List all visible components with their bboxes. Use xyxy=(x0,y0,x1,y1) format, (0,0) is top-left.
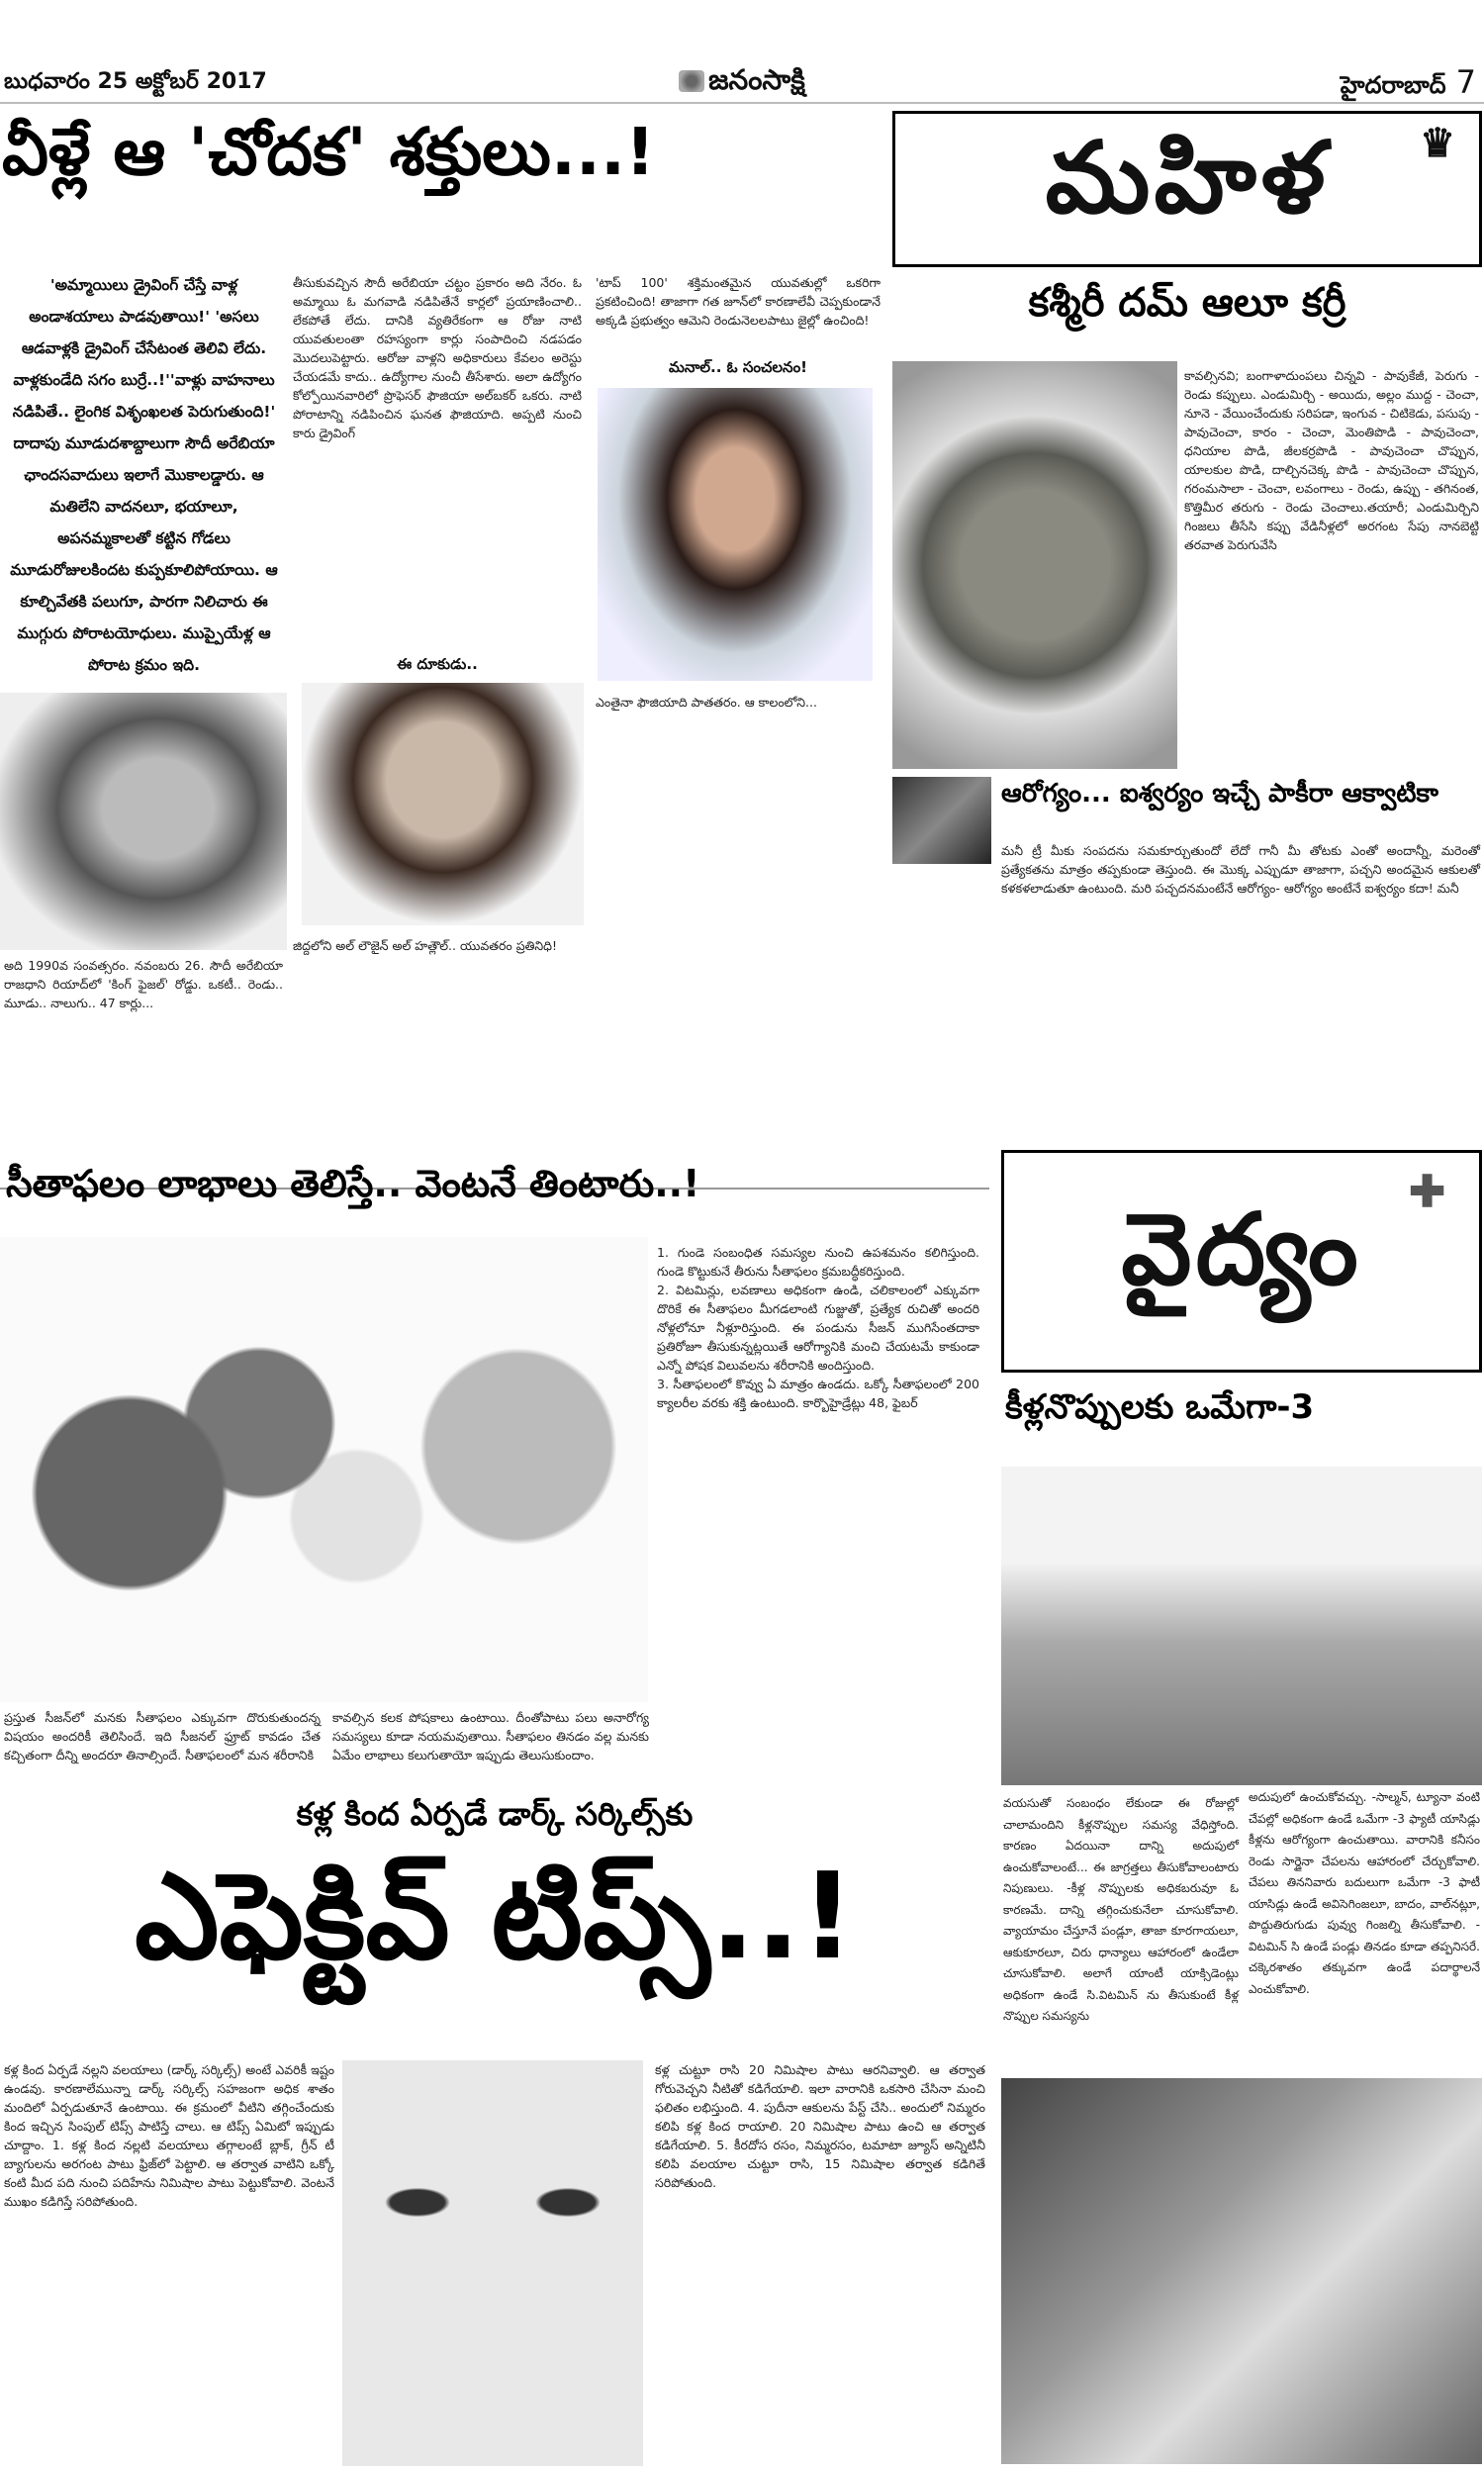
crown-icon: ♛ xyxy=(1420,120,1459,166)
driving-bottom-col2: జిద్దలోని అల్ లౌజైన్ అల్ హత్లౌల్.. యువతరం ప్రతినిధి! xyxy=(293,938,557,953)
logo-emblem-icon xyxy=(679,70,704,92)
dark-circles-kicker: కళ్ల కింద ఏర్పడే డార్క్ సర్కిల్స్‌కు xyxy=(296,1795,694,1833)
dark-circles-col1: కళ్ల కింద ఏర్పడే నల్లని వలయాలు (డార్క్ సర్కిల్స్) అంటే ఎవరికీ ఇష్టం ఉండవు. కారణాలేమున్నా డార్క్ సర్కిల్స్ సహజంగా అధిక శాతం మందిలో ఏర్పడుతూనే ఉంటాయి. ఈ క్రమంలో వీటిని తగ్గించేందుకు కింద ఇచ్చిన సింపుల్ టిప్స్ పాటిస్తే చాలు. ఆ టిప్స్ ఏమిటో ఇప్పుడు చూద్దాం. 1. కళ్ల కింద నల్లటి వలయాలు తగ్గాలంటే బ్లాక్, గ్రీన్ టీ బ్యాగులను అరగంట పాటు ఫ్రిజ్‌లో పెట్టాలి. ఆ తర్వాత వాటిని ఒక్కో కంటి మీద పది నుంచి పదిహేను నిమిషాల పాటు పెట్టుకోవాలి. వెంటనే ముఖం కడిగిస్తే సరిపోతుంది. xyxy=(4,2062,334,2209)
page-number: 7 xyxy=(1455,63,1476,101)
plant-headline: ఆరోగ్యం... ఐశ్వర్యం ఇచ్చే పాకీరా ఆక్వాటికా xyxy=(1001,779,1438,809)
photo-custard-apples xyxy=(0,1237,648,1702)
edition-city: హైదరాబాద్ 7 xyxy=(1340,63,1476,101)
dark-circles-headline: ఎఫెక్టివ్ టిప్స్..! xyxy=(135,1849,855,1986)
photo-money-tree xyxy=(892,777,991,864)
driving-intro: 'అమ్మాయిలు డ్రైవింగ్ చేస్తే వాళ్ల అండాశయాలు పాడవుతాయి!' 'అసలు ఆడవాళ్లకి డ్రైవింగ్ చేసేటంత తెలివి లేదు. వాళ్లకుండేది సగం బుర్రే..!''వాళ్లు వాహనాలు నడిపితే.. లైంగిక విశృంఖలత పెరుగుతుంది!' దాదాపు మూడుదశాబ్దాలుగా సౌదీ అరేబియా ఛాందసవాదులు ఇలాగే మొకాలడ్డారు. ఆ మతిలేని వాదనలూ, భయాలూ, అపనమ్మకాలతో కట్టిన గోడలు మూడురోజులకిందట కుప్పకూలిపోయాయి. ఆ కూల్చివేతకి పలుగూ, పారగా నిలిచారు ఈ ముగ్గురు పోరాటయోధులు. ముప్పైయేళ్ల ఆ పోరాట క్రమం ఇది. xyxy=(10,276,278,674)
driving-col3-subhead: మనాల్.. ఓ సంచలనం! xyxy=(668,358,808,376)
dark-circles-col3: కళ్ల చుట్టూ రాసి 20 నిమిషాల పాటు ఆరనివ్వాలి. ఆ తర్వాత గోరువెచ్చని నీటితో కడిగేయాలి. ఇలా వారానికి ఒకసారి చేసినా మంచి ఫలితం లభిస్తుంది. 4. పుదీనా ఆకులను పేస్ట్ చేసి.. అందులో నిమ్మరం కలిపి కళ్ల కింద రాయాలి. 20 నిమిషాల పాటు ఉంచి ఆ తర్వాత కడిగేయాలి. 5. కీరదోస రసం, నిమ్మరసం, టమాటా జ్యూస్ అన్నిటినీ కలిపి వలయాల చుట్టూ రాసి, 15 నిమిషాల తర్వాత కడిగితే సరిపోతుంది. xyxy=(655,2062,985,2190)
driving-col2: తీసుకువచ్చిన సౌదీ అరేబియా చట్టం ప్రకారం అది నేరం. ఓ అమ్మాయి ఓ మగవాడి నడిపితేనే కార్లలో ప్రయాణించాలి.. లేకపోతే లేదు. దానికి వ్యతిరేకంగా ఆ రోజు నాటి యువతులంతా రహస్యంగా కార్లు సంపాదించి నడపడం మొదలుపెట్టారు. ఆరోజు వాళ్లని అధికారులు కేవలం అరెస్టు చేయడమే కాదు.. ఉద్యోగాల నుంచీ తీసేశారు. అలా ఉద్యోగం కోల్పోయినవారిలో ప్రొఫెసర్ ఫౌజియా అల్‌బకర్ ఒకరు. నాటి పోరాటాన్ని నడిపించిన ఘనత ఫౌజియాది. అప్పటి నుంచి కారు డ్రైవింగ్ xyxy=(293,275,582,440)
medical-cross-icon: ✚ xyxy=(1409,1167,1449,1217)
custard-point: 3. సీతాఫలంలో కొవ్వు ఏ మాత్రం ఉండదు. ఒక్కో సీతాఫలంలో 200 క్యాలరీల వరకు శక్తి ఉంటుంది. కార్బొహైడ్రేట్లు 48, ఫైబర్ xyxy=(657,1377,979,1410)
omega-headline: కీళ్లనొప్పులకు ఒమేగా-3 xyxy=(1005,1387,1315,1427)
driving-headline: వీళ్లే ఆ 'చోదక' శక్తులు...! xyxy=(2,114,656,190)
curry-text: కావల్సినవి; బంగాళాదుంపలు చిన్నవి - పావుకేజీ, పెరుగు - రెండు కప్పులు. ఎండుమిర్చి - అయిదు, అల్లం ముద్ద - చెంచా, నూనె - వేయించేందుకు సరిపడా, ఇంగువ - చిటికెడు, పసుపు - పావుచెంచా, కారం - చెంచా, మెంతిపొడి - పావుచెంచా, ధనియాల పొడి, జీలకర్రపొడి - పావుచెంచా చొప్పున, యాలకుల పొడి, దాల్చినచెక్క పొడి - పావుచెంచా చొప్పున, గరంమసాలా - చెంచా, లవంగాలు - రెండు, ఉప్పు - తగినంత, కొత్తిమీర తరుగు - రెండు చెంచాలు.తయారీ; ఎండుమిర్చిని గింజలు తీసేసి కప్పు వేడినీళ్లలో అరగంట సేపు నానబెట్టి తరవాత పెరుగువేసి xyxy=(1184,368,1479,552)
issue-date: బుధవారం 25 అక్టోబర్ 2017 xyxy=(4,69,267,94)
custard-point: 1. గుండె సంబంధిత సమస్యల నుంచి ఉపశమనం కలిగిస్తుంది. గుండె కొట్టుకునే తీరును సీతాఫలం క్రమబద్ధీకరిస్తుంది. xyxy=(657,1245,979,1279)
photo-manal xyxy=(598,388,873,681)
photo-loujain xyxy=(302,683,584,925)
plant-text: మనీ ట్రీ మీకు సంపదను సమకూర్చుతుందో లేదో గానీ మీ తోటకు ఎంతో అందాన్నీ, మరెంతో ప్రత్యేకతను మాత్రం తప్పకుండా తెస్తుంది. ఈ మొక్క ఎప్పుడూ తాజాగా, పచ్చని అందమైన ఆకులతో కళకళలాడుతూ ఉంటుంది. మరి పచ్చదనమంటేనే ఆరోగ్యం- ఆరోగ్యం అంటేనే ఐశ్వర్యం కదా! మనీ xyxy=(1001,843,1480,896)
curry-headline: కశ్మీరీ దమ్ ఆలూ కర్రీ xyxy=(1028,280,1346,326)
custard-point: 2. విటమిన్లు, లవణాలు అధికంగా ఉండి, చలికాలంలో ఎక్కువగా దొరికే ఈ సీతాఫలం మీగడలాంటి గుజ్జుతో, ప్రత్యేక రుచితో అందరి నోళ్లలోనూ నీళ్లూరిస్తుంది. ఈ పండును సీజన్ ముగిసేంతదాకా ప్రతిరోజూ తీసుకున్నట్లయితే ఆరోగ్యానికి మంచి చేయటమే కాకుండా ఎన్నో పోషక విలువలను శరీరానికి అందిస్తుంది. xyxy=(657,1283,979,1373)
driving-col3-bottom: ఎంతైనా ఫౌజియాది పాతతరం. ఆ కాలంలోని... xyxy=(596,695,817,710)
custard-points xyxy=(657,1243,979,1412)
photo-dum-aloo xyxy=(892,361,1177,769)
photo-fouzia xyxy=(0,693,287,950)
custard-headline: సీతాఫలం లాభాలు తెలిస్తే.. వెంటనే తింటారు..! xyxy=(6,1162,700,1205)
photo-fish-nuts xyxy=(1001,2078,1482,2464)
header-rule xyxy=(0,102,1484,104)
photo-omega-foods xyxy=(1001,1467,1482,1785)
vaidyam-masthead: వైద్యం ✚ xyxy=(1001,1150,1482,1373)
omega-col1: వయసుతో సంబంధం లేకుండా ఈ రోజుల్లో చాలామందిని కీళ్లనొప్పుల సమస్య వేధిస్తోంది. కారణం ఏదయినా దాన్ని అదుపులో ఉంచుకోవాలంటే... ఈ జాగ్రత్తలు తీసుకోవాలంటారు నిపుణులు. -కీళ్ల నొప్పులకు అధికబరువూ ఓ కారణమే. దాన్ని తగ్గించుకునేలా చూసుకోవాలి. వ్యాయామం చేస్తూనే పండ్లూ, తాజా కూరగాయలూ, ఆకుకూరలూ, చిరు ధాన్యాలు ఆహారంలో ఉండేలా చూసుకోవాలి. అలాగే యాంటీ యాక్సిడెంట్లు అధికంగా ఉండే సి.విటమిన్ ను తీసుకుంటే కీళ్ల నొప్పుల సమస్యను xyxy=(1003,1796,1239,2023)
omega-col2: అదుపులో ఉంచుకోవచ్చు. -సాల్మన్, ట్యూనా వంటి చేపల్లో అధికంగా ఉండే ఒమేగా -3 ఫ్యాటీ యాసిడ్లు కీళ్లను ఆరోగ్యంగా ఉంచుతాయి. వారానికి కనీసం రెండు సార్డైనా చేపలను ఆహారంలో చేర్చుకోవాలి. చేపలు తిననివారు బదులుగా ఒమేగా -3 ఫాటీ యాసిడ్లు ఉండే అవిసెగింజలూ, బాదం, వాల్‌నట్లూ, పొద్దుతిరుగుడు పువ్వు గింజల్ని తీసుకోవాలి. - విటమిన్ సి ఉండే పండ్లు తినడం కూడా తప్పనిసరే. చక్కెరశాతం తక్కువగా ఉండే పదార్థాలనే ఎంచుకోవాలి. xyxy=(1249,1790,1480,1996)
driving-col2-subhead: ఈ దూకుడు.. xyxy=(397,655,478,673)
custard-intro-left: ప్రస్తుత సీజన్‌లో మనకు సీతాఫలం ఎక్కువగా దొరుకుతుందన్న విషయం అందరికీ తెలిసిందే. ఇది సీజనల్ ఫ్రూట్ కావడం చేత కచ్చితంగా దీన్ని అందరూ తినాల్సిందే. సీతాఫలంలో మన శరీరానికి xyxy=(4,1710,321,1762)
custard-intro-right: కావల్సిన కలక పోషకాలు ఉంటాయి. దీంతోపాటు పలు అనారోగ్య సమస్యలు కూడా నయమవుతాయి. సీతాఫలం తినడం వల్ల మనకు ఏమేం లాభాలు కలుగుతాయో ఇప్పుడు తెలుసుకుందాం. xyxy=(332,1710,649,1762)
driving-col3: 'టాప్ 100' శక్తిమంతమైన యువతుల్లో ఒకరిగా ప్రకటించింది! తాజాగా గత జూన్‌లో కారణాలేవీ చెప్పకుండానే అక్కడి ప్రభుత్వం ఆమెని రెండునెలలపాటు జైల్లో ఉంచింది! xyxy=(596,275,881,328)
photo-eyes xyxy=(342,2060,643,2466)
mahila-masthead: మహిళ ♛ xyxy=(892,111,1482,267)
driving-bottom-col1: అది 1990వ సంవత్సరం. నవంబరు 26. సౌదీ అరేబియా రాజధాని రియాద్‌లో 'కింగ్ ఫైజల్' రోడ్డు. ఒకటీ.. రెండు.. మూడు.. నాలుగు.. 47 కార్లు... xyxy=(4,958,283,1010)
newspaper-logo: జనంసాక్షి xyxy=(495,63,989,103)
